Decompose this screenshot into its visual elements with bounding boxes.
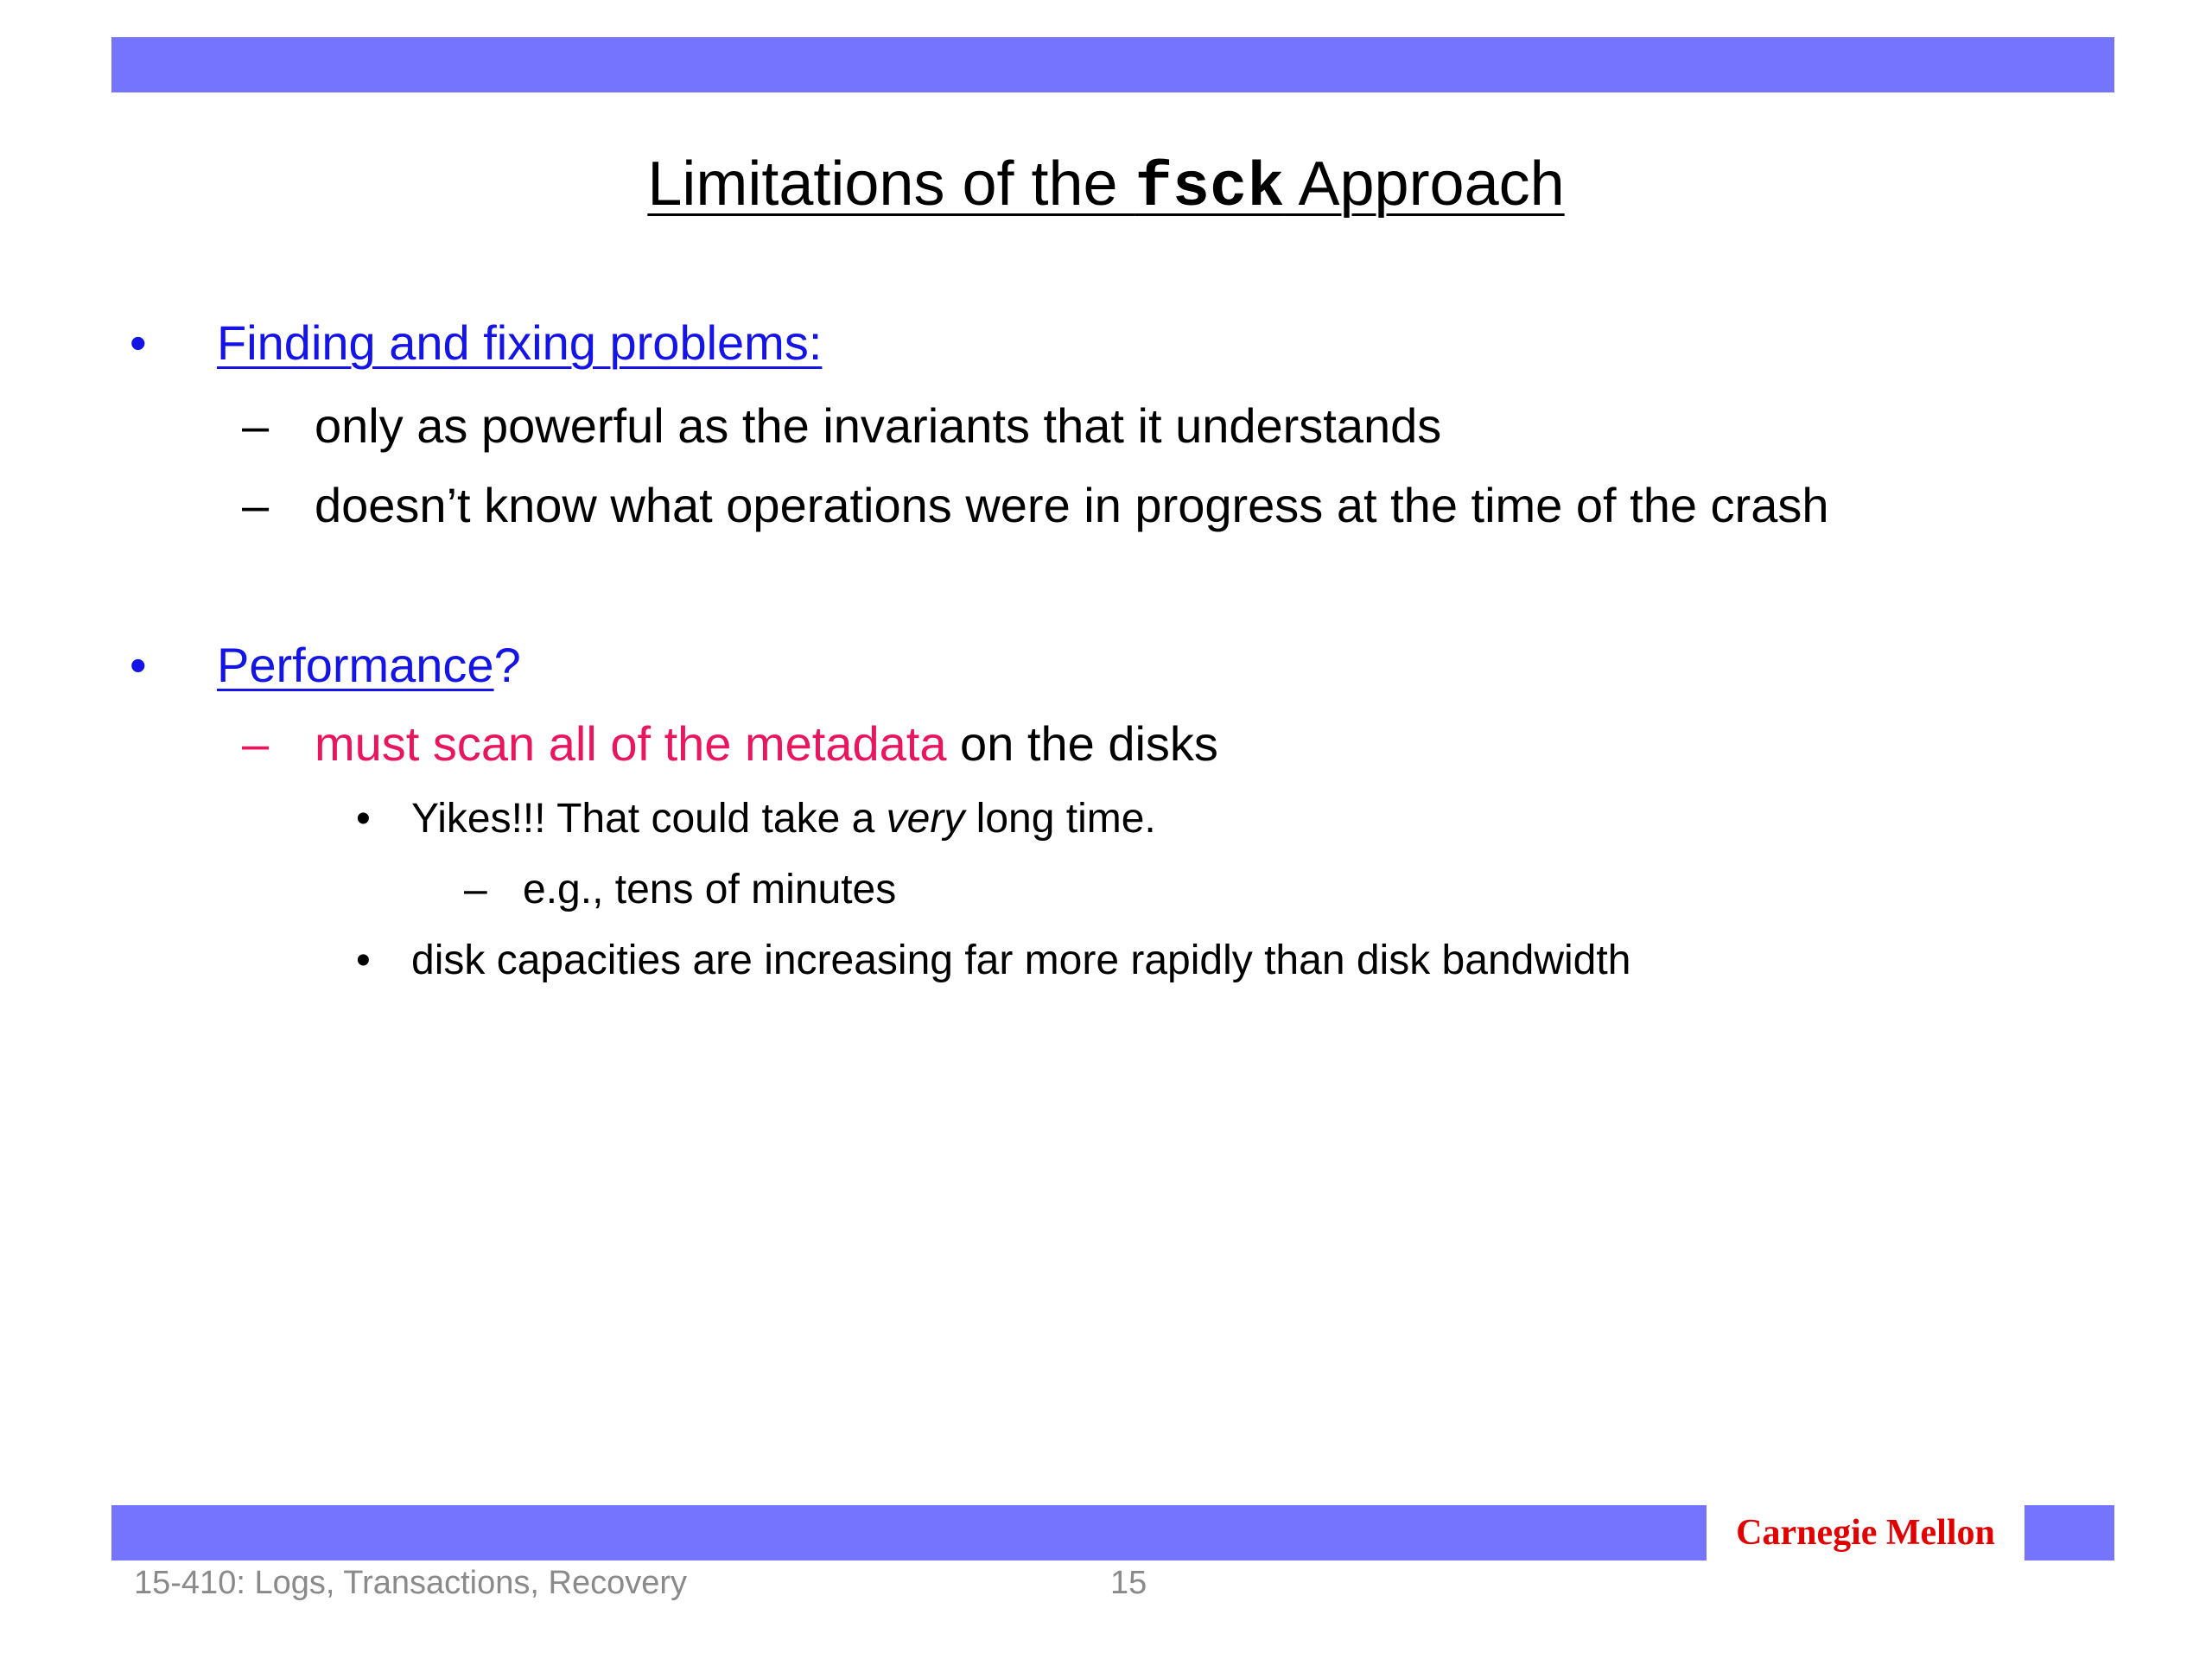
dash-marker: –: [242, 716, 270, 771]
title-code: fsck: [1135, 153, 1285, 224]
level3-text: disk capacities are increasing far more rapidly than disk bandwidth: [411, 938, 1631, 983]
bullet-1-label: Finding and fixing problems:: [217, 315, 823, 370]
top-decorative-bar: [111, 37, 2114, 92]
level4-text: e.g., tens of minutes: [523, 867, 897, 912]
sub-item-text: on the disks: [946, 716, 1218, 771]
highlight-text: must scan all of the metadata: [315, 716, 947, 771]
dash-marker: –: [464, 867, 487, 912]
bullet-2-label: Performance: [217, 638, 494, 692]
sub-item-text: only as powerful as the invariants that it understands: [315, 398, 1442, 453]
dash-marker: –: [242, 398, 270, 453]
bottom-decorative-bar-end: [2024, 1505, 2114, 1560]
level3-text-after: long time.: [964, 796, 1156, 842]
title-suffix: Approach: [1284, 149, 1565, 219]
level3-text-before: Yikes!!! That could take a: [411, 796, 887, 842]
sub-item-text: doesn’t know what operations were in progress at the time of the crash: [315, 478, 1829, 532]
bullet-2-label-group: [217, 635, 521, 696]
sub-item-text-group: [315, 714, 1218, 774]
level3-text: [411, 793, 1156, 845]
emphasis-text: very: [886, 796, 965, 842]
footer-course: 15-410: Logs, Transactions, Recovery: [134, 1565, 688, 1601]
title-prefix: Limitations of the: [647, 149, 1135, 219]
bullet-marker: •: [356, 938, 371, 983]
bottom-decorative-bar: [111, 1505, 1707, 1560]
bullet-2-marker: •: [130, 638, 147, 692]
dash-marker: –: [242, 478, 270, 532]
footer-page-number: 15: [1110, 1565, 1147, 1601]
bullet-2-label-suffix: ?: [493, 638, 521, 692]
brand-logo-text: Carnegie Mellon: [1736, 1513, 1995, 1553]
bullet-marker: •: [356, 796, 371, 842]
bullet-1-marker: •: [130, 315, 147, 370]
slide-title: [0, 145, 2212, 227]
